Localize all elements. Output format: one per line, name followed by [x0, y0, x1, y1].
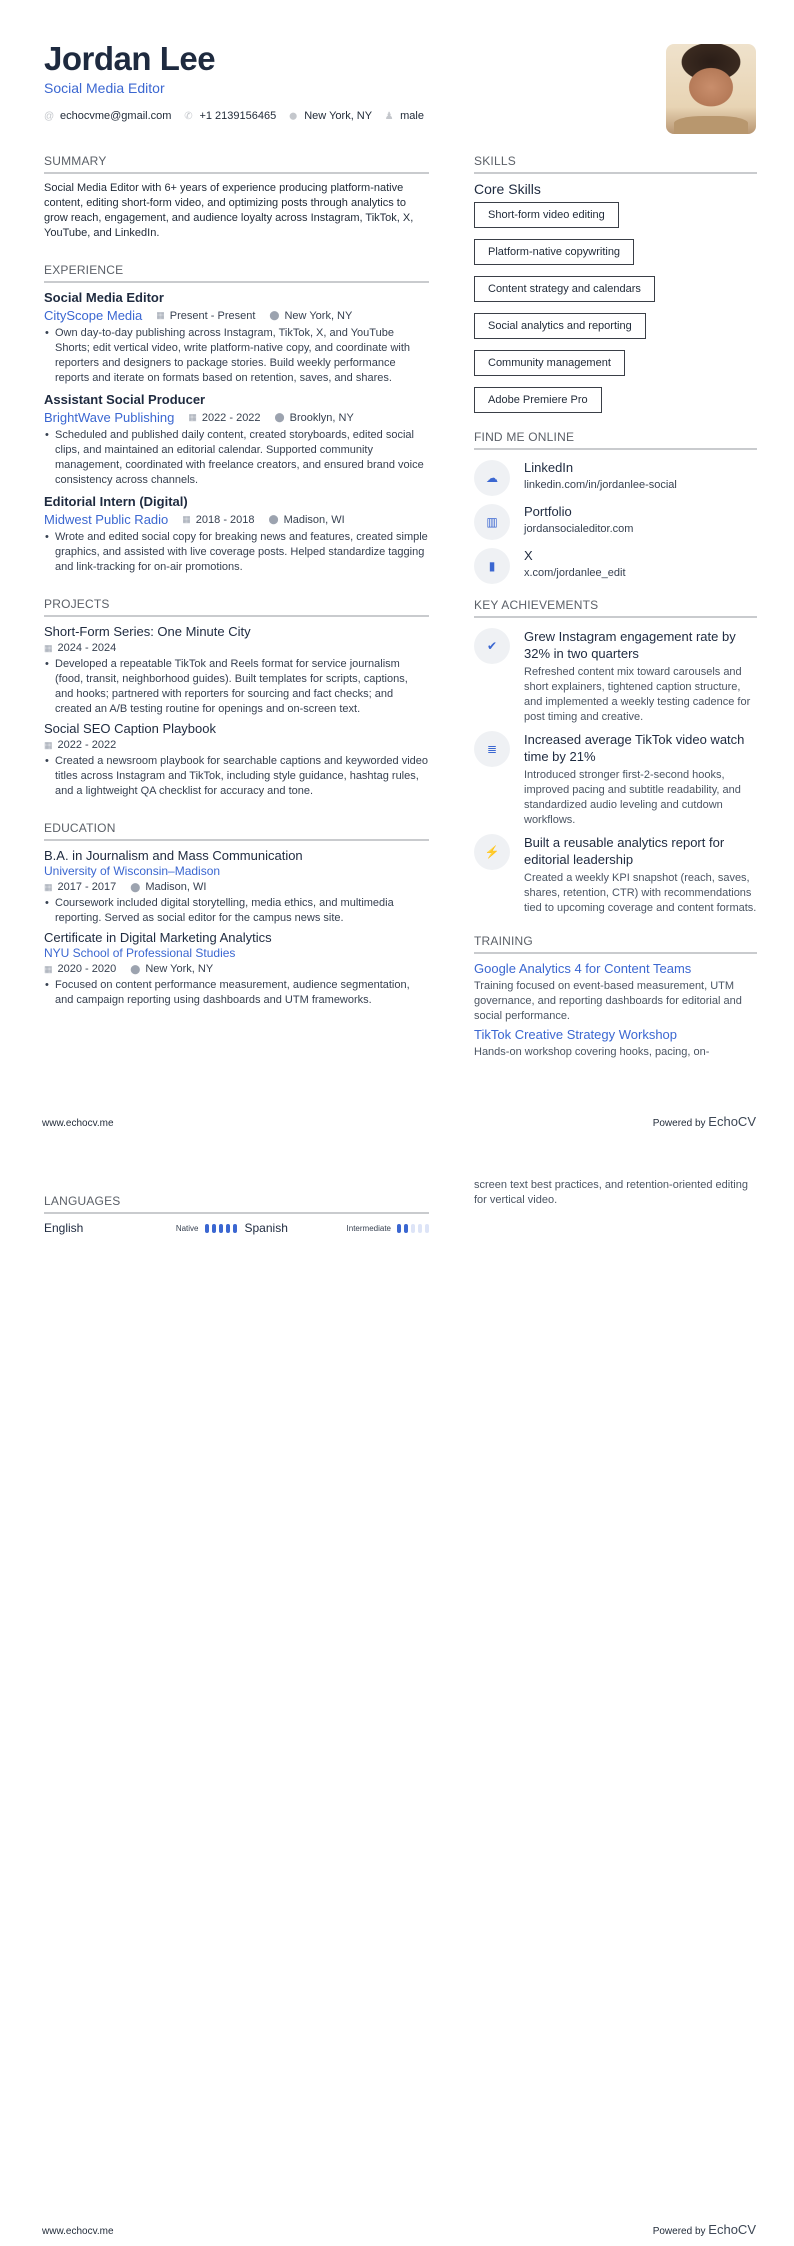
left-column [44, 154, 429, 1008]
online-label: LinkedIn [524, 460, 574, 475]
company-name: BrightWave Publishing [44, 410, 175, 425]
meter-dot [226, 1224, 230, 1233]
project-meta [44, 642, 429, 654]
dates-value: 2018 - 2018 [195, 513, 255, 526]
powered-by-label: Powered by [652, 1118, 706, 1129]
education-bullets [44, 978, 429, 1008]
experience-item [44, 290, 429, 386]
dates-value: 2017 - 2017 [57, 881, 117, 893]
achievement-title: Built a reusable analytics report for editorial leadership [524, 835, 725, 867]
school-name: University of Wisconsin–Madison [44, 864, 221, 878]
person-icon: ♟ [384, 110, 394, 122]
section-title-training: TRAINING [474, 934, 757, 954]
language-level: Intermediate [346, 1223, 391, 1233]
lightning-bolt-icon: ⚡ [474, 834, 510, 870]
location-pin-icon: ⬤ [274, 412, 285, 422]
cloud-icon: ☁ [474, 460, 510, 496]
online-item-portfolio[interactable] [474, 504, 757, 540]
dates-value: 2022 - 2022 [57, 739, 117, 751]
calendar-icon: ▦ [182, 514, 191, 524]
calendar-icon: ▦ [44, 739, 53, 750]
footer-site-link[interactable]: www.echocv.me [42, 2226, 114, 2237]
footer-powered [653, 2222, 756, 2237]
education-item [44, 930, 429, 1008]
project-item [44, 721, 429, 799]
calendar-icon: ▦ [44, 642, 53, 653]
brand-logo[interactable]: EchoCV [708, 2222, 756, 2237]
bullet-item: • Developed a repeatable TikTok and Reels format for service journalism (food, transit, neighborhood guides). Built templates for scripts, captions, and hooks; partnered with reporters for sourcing and fact checks; and created an A/B testing routine for openings and on-screen text. [44, 657, 429, 717]
file-plus-icon: ▮ [474, 548, 510, 584]
section-title-online: FIND ME ONLINE [474, 430, 757, 450]
project-bullets [44, 657, 429, 717]
training-item [474, 1027, 757, 1060]
online-section [474, 430, 757, 584]
meter-dot [212, 1224, 216, 1233]
dates-value: 2024 - 2024 [57, 642, 117, 654]
bullet-item: • Scheduled and published daily content, created storyboards, edited social clips, and maintained an editorial calendar. Supported community management, coordinated with freelance creators, and ensured brand voice consistency across channels. [44, 428, 429, 488]
bullet-item: • Wrote and edited social copy for breaking news and features, created simple graphics, and assisted with live coverage posts. Helped standardize tagging and link-tracking for on-air promotions. [44, 530, 429, 575]
at-icon: @ [44, 110, 55, 122]
bullet-item: • Own day-to-day publishing across Instagram, TikTok, X, and YouTube Shorts; edit vertical video, write platform-native copy, and coordinate with reporters and designers to package stories. Build weekly performance reports and iterate on formats based on retention, saves, and shares. [44, 326, 429, 386]
powered-by-label: Powered by [652, 2226, 706, 2237]
job-location [269, 310, 352, 322]
location-value: Brooklyn, NY [289, 411, 354, 424]
list-lines-icon: ≣ [474, 731, 510, 767]
job-meta [44, 308, 429, 323]
location-value: Madison, WI [283, 513, 345, 526]
contact-email[interactable] [44, 110, 171, 122]
resume-header [44, 40, 756, 140]
summary-text: Social Media Editor with 6+ years of experience producing platform-native content, editing short-form video, and optimizing posts through analytics to grow reach, engagement, and audience loyalty across Instagram, TikTok, X, YouTube, and LinkedIn. [44, 182, 414, 239]
online-url[interactable]: linkedin.com/in/jordanlee-social [524, 479, 677, 491]
section-title-languages: LANGUAGES [44, 1194, 429, 1214]
location-pin-icon: ⬤ [130, 963, 141, 974]
right-column-page2 [474, 1175, 757, 1208]
language-name: English [44, 1221, 84, 1235]
check-circle-icon: ✔ [474, 628, 510, 664]
achievement-desc: Created a weekly KPI snapshot (reach, saves, shares, retention, CTR) with recommendations tied to upcoming coverage and content formats. [524, 872, 757, 914]
education-section [44, 821, 429, 1008]
project-dates [44, 739, 116, 751]
achievements-section [474, 598, 757, 916]
phone-value: +1 2139156465 [199, 110, 277, 122]
proficiency-meter [205, 1224, 237, 1233]
location-pin-icon: ⬤ [130, 881, 141, 892]
language-item [237, 1221, 430, 1235]
skills-section [474, 154, 757, 424]
online-item-x[interactable] [474, 548, 757, 584]
training-desc: Hands-on workshop covering hooks, pacing, on- [474, 1046, 710, 1058]
section-title-summary: SUMMARY [44, 154, 429, 174]
job-title: Editorial Intern (Digital) [44, 494, 188, 509]
meter-dot [205, 1224, 209, 1233]
job-bullets [44, 326, 429, 386]
contact-location [288, 110, 372, 122]
phone-icon: ✆ [184, 110, 193, 122]
right-column [474, 154, 757, 1060]
education-dates [44, 963, 116, 975]
education-meta [44, 881, 429, 893]
online-url[interactable]: x.com/jordanlee_edit [524, 567, 626, 579]
achievement-title: Grew Instagram engagement rate by 32% in two quarters [524, 629, 736, 661]
contact-gender [384, 110, 424, 122]
meter-dot-empty [418, 1224, 422, 1233]
job-meta [44, 512, 429, 527]
training-title: TikTok Creative Strategy Workshop [474, 1027, 678, 1042]
achievement-item [474, 628, 757, 725]
project-title: Social SEO Caption Playbook [44, 721, 216, 736]
achievement-desc: Introduced stronger first-2-second hooks, improved pacing and subtitle readability, and standardized audio leveling and cutdown workflows. [524, 769, 741, 826]
job-dates [156, 310, 255, 322]
email-value: echocvme@gmail.com [60, 110, 172, 122]
page-footer [42, 1114, 756, 1129]
training-title: Google Analytics 4 for Content Teams [474, 961, 692, 976]
project-dates [44, 642, 116, 654]
contact-list [44, 110, 756, 122]
online-label: X [524, 548, 533, 563]
education-bullets [44, 896, 429, 926]
section-title-education: EDUCATION [44, 821, 429, 841]
experience-section [44, 263, 429, 575]
job-dates [182, 514, 254, 526]
section-title-projects: PROJECTS [44, 597, 429, 617]
job-location [269, 514, 345, 526]
footer-powered [653, 1114, 756, 1129]
company-name: Midwest Public Radio [44, 512, 169, 527]
bullet-item: • Created a newsroom playbook for searchable captions and keyworded video titles across Instagram and TikTok, including style guidance, hashtag rules, and a lightweight QA checklist for accuracy and tone. [44, 754, 429, 799]
education-location [130, 963, 213, 975]
contact-phone[interactable] [183, 110, 276, 122]
training-section [474, 934, 757, 1060]
job-location [275, 412, 354, 424]
school-name: NYU School of Professional Studies [44, 946, 236, 960]
language-item [44, 1221, 237, 1235]
job-title: Social Media Editor [44, 290, 164, 305]
languages-section [44, 1194, 429, 1235]
bullet-item: • Focused on content performance measurement, audience segmentation, and campaign reporting using dashboards and UTM frameworks. [44, 978, 429, 1008]
training-item [474, 961, 757, 1024]
left-column-page2 [44, 1194, 429, 1235]
location-pin-icon: ⬤ [269, 310, 280, 320]
candidate-name: Jordan Lee [44, 40, 216, 77]
job-title: Assistant Social Producer [44, 392, 206, 407]
project-bullets [44, 754, 429, 799]
brand-logo[interactable]: EchoCV [708, 1114, 756, 1129]
meter-dot [404, 1224, 408, 1233]
section-title-skills: SKILLS [474, 154, 757, 174]
education-dates [44, 881, 116, 893]
building-icon: ▥ [474, 504, 510, 540]
experience-item [44, 494, 429, 575]
dates-value: 2022 - 2022 [201, 411, 261, 424]
achievement-item [474, 731, 757, 828]
bullet-item: • Coursework included digital storytelling, media ethics, and multimedia reporting. Served as social editor for the campus news site. [44, 896, 429, 926]
degree-title: Certificate in Digital Marketing Analytics [44, 930, 272, 945]
gender-value: male [400, 110, 424, 122]
achievement-desc: Refreshed content mix toward carousels and short explainers, tightened caption structure, and implemented a weekly testing cadence for post timing and creative. [524, 666, 751, 723]
online-label: Portfolio [524, 504, 572, 519]
proficiency-meter [397, 1224, 429, 1233]
page-footer-2 [42, 2222, 756, 2237]
meter-dot [397, 1224, 401, 1233]
degree-title: B.A. in Journalism and Mass Communication [44, 848, 303, 863]
projects-section [44, 597, 429, 799]
skill-chip: Adobe Premiere Pro [474, 387, 602, 413]
skill-chip: Platform-native copywriting [474, 239, 634, 265]
dates-value: Present - Present [169, 309, 256, 322]
education-location [130, 881, 206, 893]
footer-site-link[interactable]: www.echocv.me [42, 1118, 114, 1129]
location-value: New York, NY [145, 963, 214, 975]
meter-dot-empty [411, 1224, 415, 1233]
company-name: CityScope Media [44, 308, 143, 323]
language-level: Native [175, 1223, 199, 1233]
meter-dot-empty [425, 1224, 429, 1233]
skills-list [474, 202, 757, 424]
location-pin-icon: ⬤ [268, 514, 279, 524]
location-value: New York, NY [284, 309, 353, 322]
online-url[interactable]: jordansocialeditor.com [524, 523, 634, 535]
profile-photo [666, 44, 756, 134]
achievement-title: Increased average TikTok video watch time by 21% [524, 732, 745, 764]
summary-section [44, 154, 429, 241]
job-bullets [44, 530, 429, 575]
section-title-experience: EXPERIENCE [44, 263, 429, 283]
candidate-role: Social Media Editor [44, 80, 165, 96]
languages-list [44, 1221, 429, 1235]
calendar-icon: ▦ [44, 881, 53, 892]
location-value: New York, NY [304, 110, 373, 122]
skill-chip: Social analytics and reporting [474, 313, 646, 339]
project-title: Short-Form Series: One Minute City [44, 624, 251, 639]
training-desc: Training focused on event-based measurement, UTM governance, and reporting dashboards for editorial and social performance. [474, 980, 742, 1022]
education-item [44, 848, 429, 926]
dates-value: 2020 - 2020 [57, 963, 117, 975]
job-meta [44, 410, 429, 425]
education-meta [44, 963, 429, 975]
meter-dot [219, 1224, 223, 1233]
skills-group-title: Core Skills [474, 181, 541, 197]
job-bullets [44, 428, 429, 488]
project-item [44, 624, 429, 717]
project-meta [44, 739, 429, 751]
achievement-item [474, 834, 757, 916]
calendar-icon: ▦ [44, 963, 53, 974]
location-pin-icon: ⬤ [289, 113, 298, 120]
online-item-linkedin[interactable] [474, 460, 757, 496]
section-title-achievements: KEY ACHIEVEMENTS [474, 598, 757, 618]
location-value: Madison, WI [145, 881, 207, 893]
training-desc-continued: screen text best practices, and retention-oriented editing for vertical video. [474, 1179, 748, 1206]
skill-chip: Community management [474, 350, 625, 376]
job-dates [188, 412, 260, 424]
skill-chip: Short-form video editing [474, 202, 619, 228]
experience-item [44, 392, 429, 488]
skill-chip: Content strategy and calendars [474, 276, 655, 302]
calendar-icon: ▦ [188, 412, 197, 422]
calendar-icon: ▦ [156, 310, 165, 320]
language-name: Spanish [244, 1221, 288, 1235]
